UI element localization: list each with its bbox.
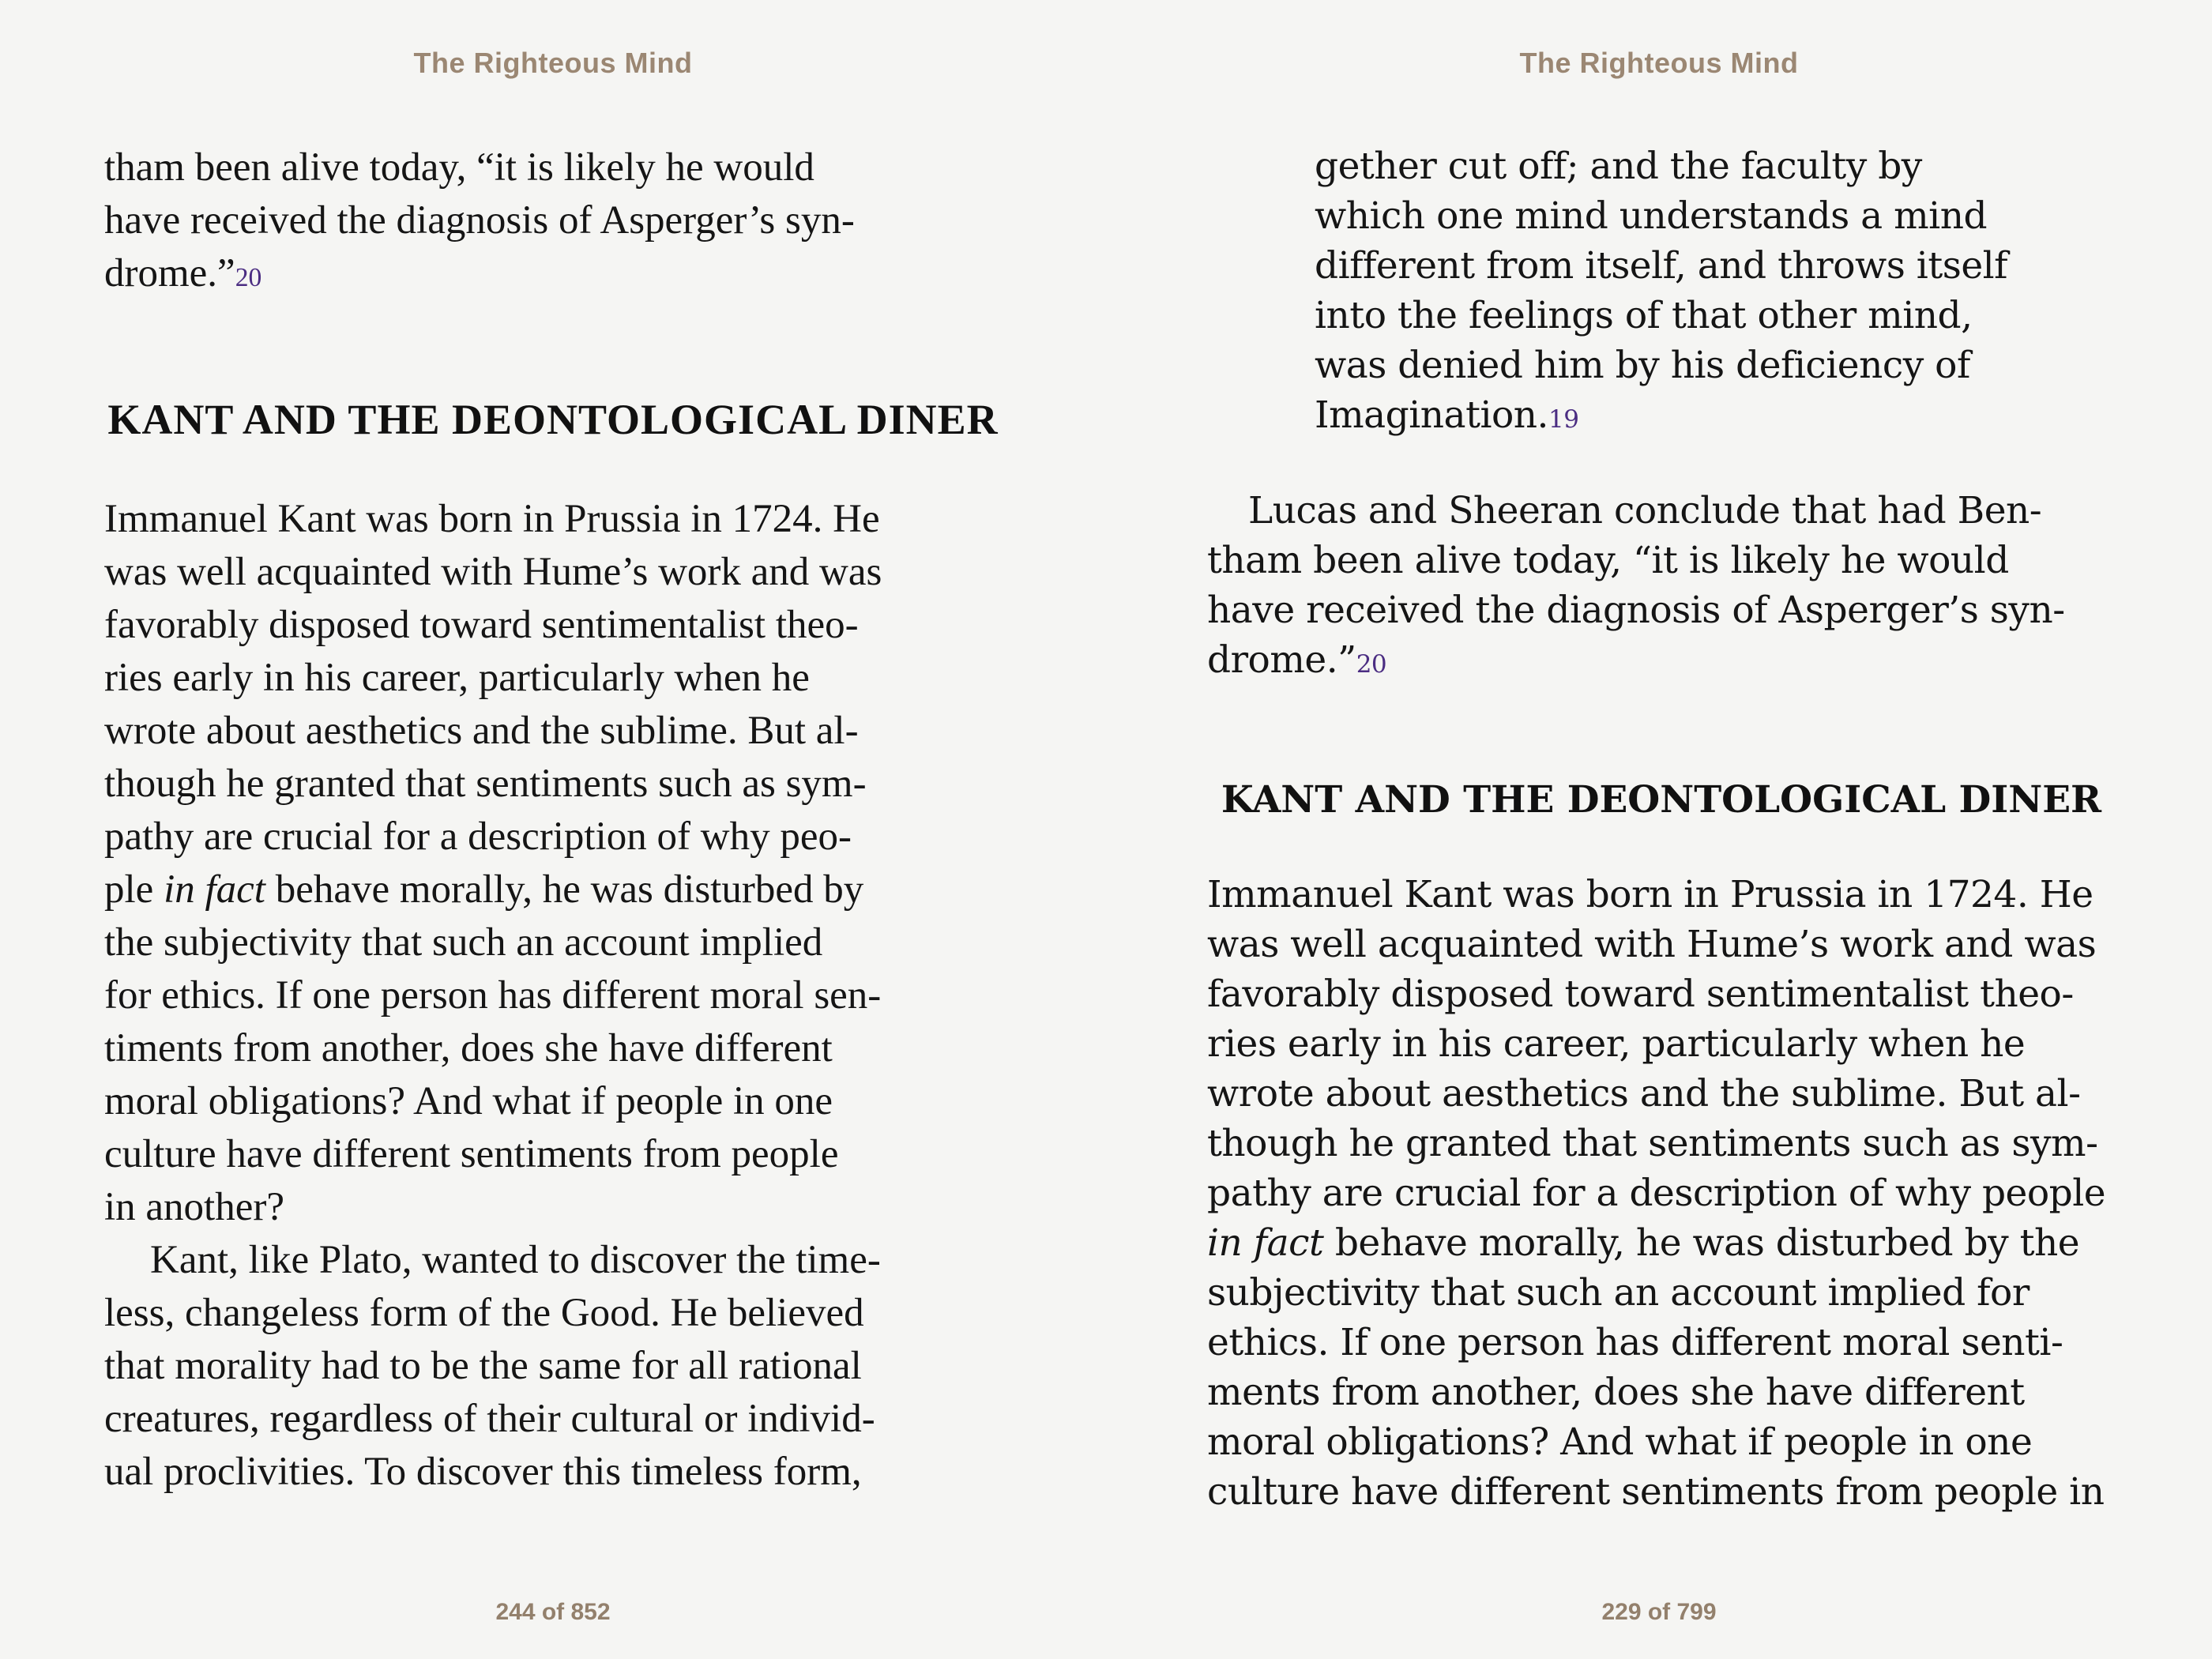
text-line: ments from another, does she have different — [1207, 1371, 2025, 1414]
text-line: gether cut off; and the faculty by — [1315, 145, 1922, 188]
text-line: ethics. If one person has different moral senti- — [1207, 1321, 2063, 1364]
text-line: culture have different sentiments from people — [104, 1132, 839, 1176]
text-line: though he granted that sentiments such as sym- — [1207, 1122, 2098, 1165]
text-line: tham been alive today, “it is likely he would — [1207, 539, 2009, 582]
text-line: Imagination.19 — [1315, 393, 1579, 437]
text-line: which one mind understands a mind — [1315, 194, 1988, 238]
text-line: ries early in his career, particularly when he — [104, 656, 810, 700]
text-line: pathy are crucial for a description of why people — [1207, 1172, 2106, 1215]
text-line: have received the diagnosis of Asperger’s syn- — [1207, 589, 2065, 632]
footnote-ref[interactable]: 20 — [1356, 650, 1387, 679]
text-line: was well acquainted with Hume’s work and was — [1207, 923, 2097, 966]
paragraph — [1207, 870, 2105, 1517]
text-line: have received the diagnosis of Asperger’s syn- — [104, 198, 855, 243]
text-line: favorably disposed toward sentimentalist theo- — [104, 603, 859, 647]
text-line: drome.”20 — [104, 251, 262, 295]
block-quote — [1315, 141, 2007, 445]
paragraph-continuation — [104, 141, 855, 304]
text-line: tham been alive today, “it is likely he would — [104, 145, 814, 190]
footnote-ref[interactable]: 20 — [235, 263, 262, 292]
text-line: creatures, regardless of their cultural or individ- — [104, 1397, 875, 1441]
text-line: ual proclivities. To discover this timeless form, — [104, 1450, 862, 1494]
text-line: drome.”20 — [1207, 638, 1387, 682]
text-line: was well acquainted with Hume’s work and was — [104, 550, 882, 594]
paragraph — [104, 493, 882, 1234]
text-line: Kant, like Plato, wanted to discover the time- — [150, 1238, 881, 1282]
text-line: wrote about aesthetics and the sublime. But al- — [104, 709, 859, 753]
text-line: Immanuel Kant was born in Prussia in 1724. He — [1207, 873, 2094, 916]
text-line: the subjectivity that such an account implied — [104, 920, 823, 965]
text-line: ple in fact behave morally, he was disturbed by — [104, 867, 864, 912]
paragraph — [1207, 486, 2065, 690]
text-line: in fact behave morally, he was disturbed by the — [1207, 1221, 2080, 1265]
page-progress: 244 of 852 — [495, 1599, 611, 1625]
paragraph — [104, 1234, 881, 1499]
text-line: Lucas and Sheeran conclude that had Ben- — [1248, 489, 2042, 532]
text-line: culture have different sentiments from people in — [1207, 1470, 2105, 1514]
text-line: for ethics. If one person has different moral sen- — [104, 973, 882, 1018]
italic-text: in fact — [164, 867, 265, 912]
text-line: moral obligations? And what if people in one — [1207, 1420, 2033, 1464]
text-line: moral obligations? And what if people in one — [104, 1079, 833, 1123]
text-line: was denied him by his deficiency of — [1315, 344, 1970, 387]
reading-page-right[interactable] — [1106, 0, 2212, 1659]
footnote-ref[interactable]: 19 — [1548, 405, 1579, 434]
section-heading: KANT AND THE DEONTOLOGICAL DINER — [107, 396, 999, 443]
text-line: ries early in his career, particularly when he — [1207, 1022, 2026, 1066]
book-title-header: The Righteous Mind — [1519, 47, 1799, 79]
italic-text: in fact — [1207, 1221, 1324, 1265]
text-line: favorably disposed toward sentimentalist theo- — [1207, 972, 2074, 1016]
text-line: different from itself, and throws itself — [1315, 244, 2008, 288]
text-line: subjectivity that such an account implied for — [1207, 1271, 2030, 1315]
book-title-header: The Righteous Mind — [413, 47, 693, 79]
text-line: though he granted that sentiments such as sym- — [104, 762, 867, 806]
text-line: that morality had to be the same for all rational — [104, 1344, 862, 1388]
text-line: into the feelings of that other mind, — [1315, 294, 1973, 337]
section-heading: KANT AND THE DEONTOLOGICAL DINER — [1221, 778, 2102, 822]
text-line: Immanuel Kant was born in Prussia in 1724. He — [104, 497, 880, 541]
text-line: less, changeless form of the Good. He believed — [104, 1291, 864, 1335]
text-line: pathy are crucial for a description of why peo- — [104, 814, 852, 859]
text-line: in another? — [104, 1185, 284, 1229]
text-line: wrote about aesthetics and the sublime. But al- — [1207, 1072, 2081, 1115]
page-progress: 229 of 799 — [1601, 1599, 1717, 1625]
text-line: timents from another, does she have different — [104, 1026, 833, 1070]
